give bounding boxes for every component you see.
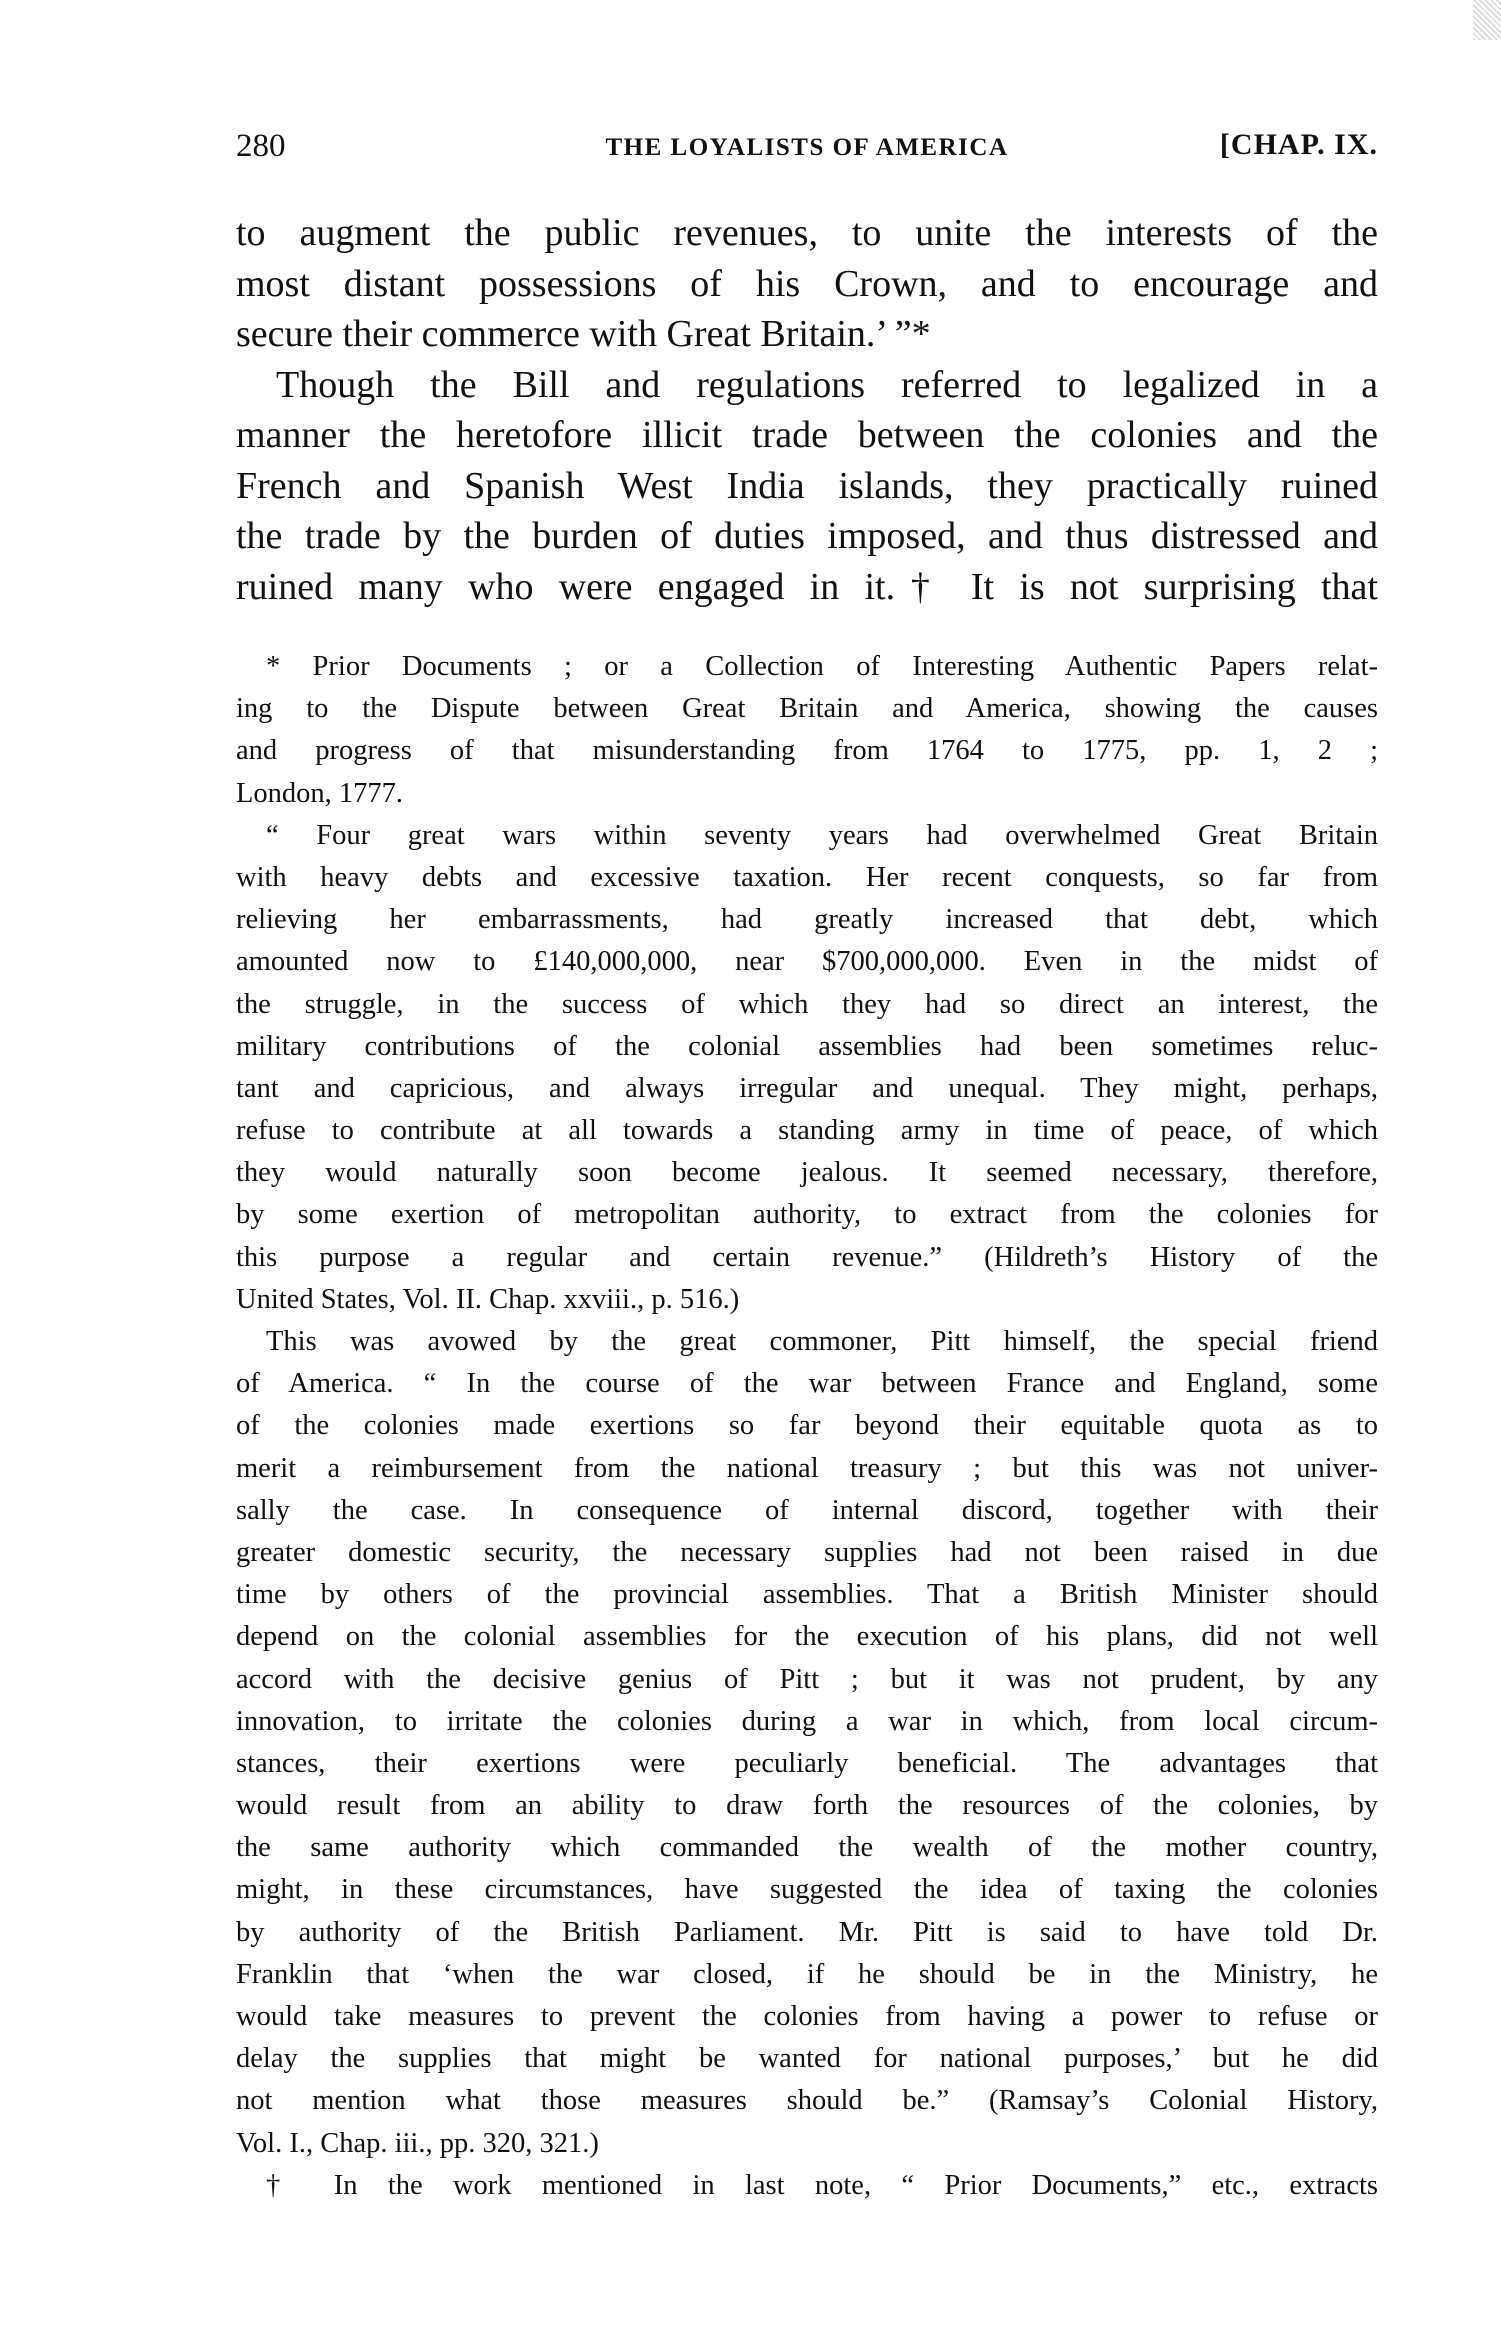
text-line: secure their commerce with Great Britain.’ ”* [236, 313, 931, 355]
text-line: to augment the public revenues, to unite the interests of the [236, 212, 1378, 254]
text-line: sally the case. In consequence of internal discord, together with their [236, 1494, 1378, 1526]
text-line: depend on the colonial assemblies for the execution of his plans, did not well [236, 1621, 1378, 1653]
text-line: by some exertion of metropolitan authority, to extract from the colonies for [236, 1199, 1378, 1231]
text-line: refuse to contribute at all towards a standing army in time of peace, of which [236, 1115, 1378, 1147]
footnote-paragraph [236, 1321, 1378, 2165]
text-line: greater domestic security, the necessary supplies had not been raised in due [236, 1536, 1378, 1568]
text-line: most distant possessions of his Crown, and to encourage and [236, 262, 1378, 305]
text-line: Though the Bill and regulations referred to legalized in a [276, 363, 1378, 406]
text-line: might, in these circumstances, have suggested the idea of taxing the colonies [236, 1874, 1378, 1906]
text-line: United States, Vol. II. Chap. xxviii., p. 516.) [236, 1283, 740, 1315]
scan-edge-artifact [1473, 0, 1501, 40]
paragraph [236, 208, 1378, 360]
text-line: Franklin that ‘when the war closed, if he should be in the Ministry, he [236, 1958, 1378, 1990]
text-line: ruined many who were engaged in it.† It is not surprising that [236, 565, 1378, 608]
text-line: accord with the decisive genius of Pitt ; but it was not prudent, by any [236, 1663, 1378, 1695]
text-line: * Prior Documents ; or a Collection of Interesting Authentic Papers relat- [266, 651, 1378, 682]
text-line: delay the supplies that might be wanted for national purposes,’ but he did [236, 2043, 1378, 2075]
text-line: the same authority which commanded the wealth of the mother country, [236, 1832, 1378, 1864]
text-line: amounted now to £140,000,000, near $700,000,000. Even in the midst of [236, 946, 1378, 978]
text-line: would result from an ability to draw forth the resources of the colonies, by [236, 1790, 1378, 1822]
footnote-paragraph [236, 815, 1378, 1321]
text-line: “ Four great wars within seventy years had overwhelmed Great Britain [266, 819, 1378, 851]
running-title: THE LOYALISTS OF AMERICA [605, 134, 1009, 161]
text-line: the struggle, in the success of which they had so direct an interest, the [236, 988, 1378, 1020]
footnotes [236, 646, 1378, 2207]
text-line: manner the heretofore illicit trade between the colonies and the [236, 414, 1378, 456]
text-line: military contributions of the colonial assemblies had been sometimes reluc- [236, 1030, 1378, 1062]
text-line: Vol. I., Chap. iii., pp. 320, 321.) [236, 2127, 599, 2159]
running-header [236, 128, 1378, 168]
text-line: † In the work mentioned in last note, “ Prior Documents,” etc., extracts [266, 2169, 1378, 2201]
text-line: would take measures to prevent the colonies from having a power to refuse or [236, 2001, 1378, 2032]
text-line: relieving her embarrassments, had greatly increased that debt, which [236, 904, 1378, 936]
text-line: innovation, to irritate the colonies during a war in which, from local circum- [236, 1705, 1378, 1737]
text-line: of the colonies made exertions so far beyond their equitable quota as to [236, 1410, 1378, 1442]
text-line: French and Spanish West India islands, they practically ruined [236, 464, 1378, 507]
chapter-label: [CHAP. IX. [1219, 128, 1378, 161]
text-line: this purpose a regular and certain revenue.” (Hildreth’s History of the [236, 1241, 1378, 1273]
text-line: ing to the Dispute between Great Britain and America, showing the causes [236, 693, 1378, 725]
text-line: not mention what those measures should be.” (Ramsay’s Colonial History, [236, 2085, 1378, 2117]
text-line: This was avowed by the great commoner, Pitt himself, the special friend [266, 1326, 1378, 1357]
footnote-paragraph [236, 646, 1378, 815]
text-line: time by others of the provincial assemblies. That a British Minister should [236, 1579, 1378, 1611]
text-line: merit a reimbursement from the national treasury ; but this was not univer- [236, 1452, 1378, 1484]
text-line: tant and capricious, and always irregular and unequal. They might, perhaps, [236, 1072, 1378, 1104]
main-text [236, 208, 1378, 612]
text-line: stances, their exertions were peculiarly beneficial. The advantages that [236, 1747, 1378, 1779]
text-line: of America. “ In the course of the war between France and England, some [236, 1368, 1378, 1400]
text-line: London, 1777. [236, 777, 404, 809]
text-line: by authority of the British Parliament. Mr. Pitt is said to have told Dr. [236, 1916, 1378, 1948]
text-line: and progress of that misunderstanding from 1764 to 1775, pp. 1, 2 ; [236, 735, 1378, 767]
page-number: 280 [236, 128, 286, 164]
text-line: with heavy debts and excessive taxation. Her recent conquests, so far from [236, 861, 1378, 893]
footnote-paragraph [236, 2165, 1378, 2207]
text-line: they would naturally soon become jealous. It seemed necessary, therefore, [236, 1157, 1378, 1189]
paragraph [236, 360, 1378, 613]
text-line: the trade by the burden of duties imposed, and thus distressed and [236, 515, 1378, 557]
